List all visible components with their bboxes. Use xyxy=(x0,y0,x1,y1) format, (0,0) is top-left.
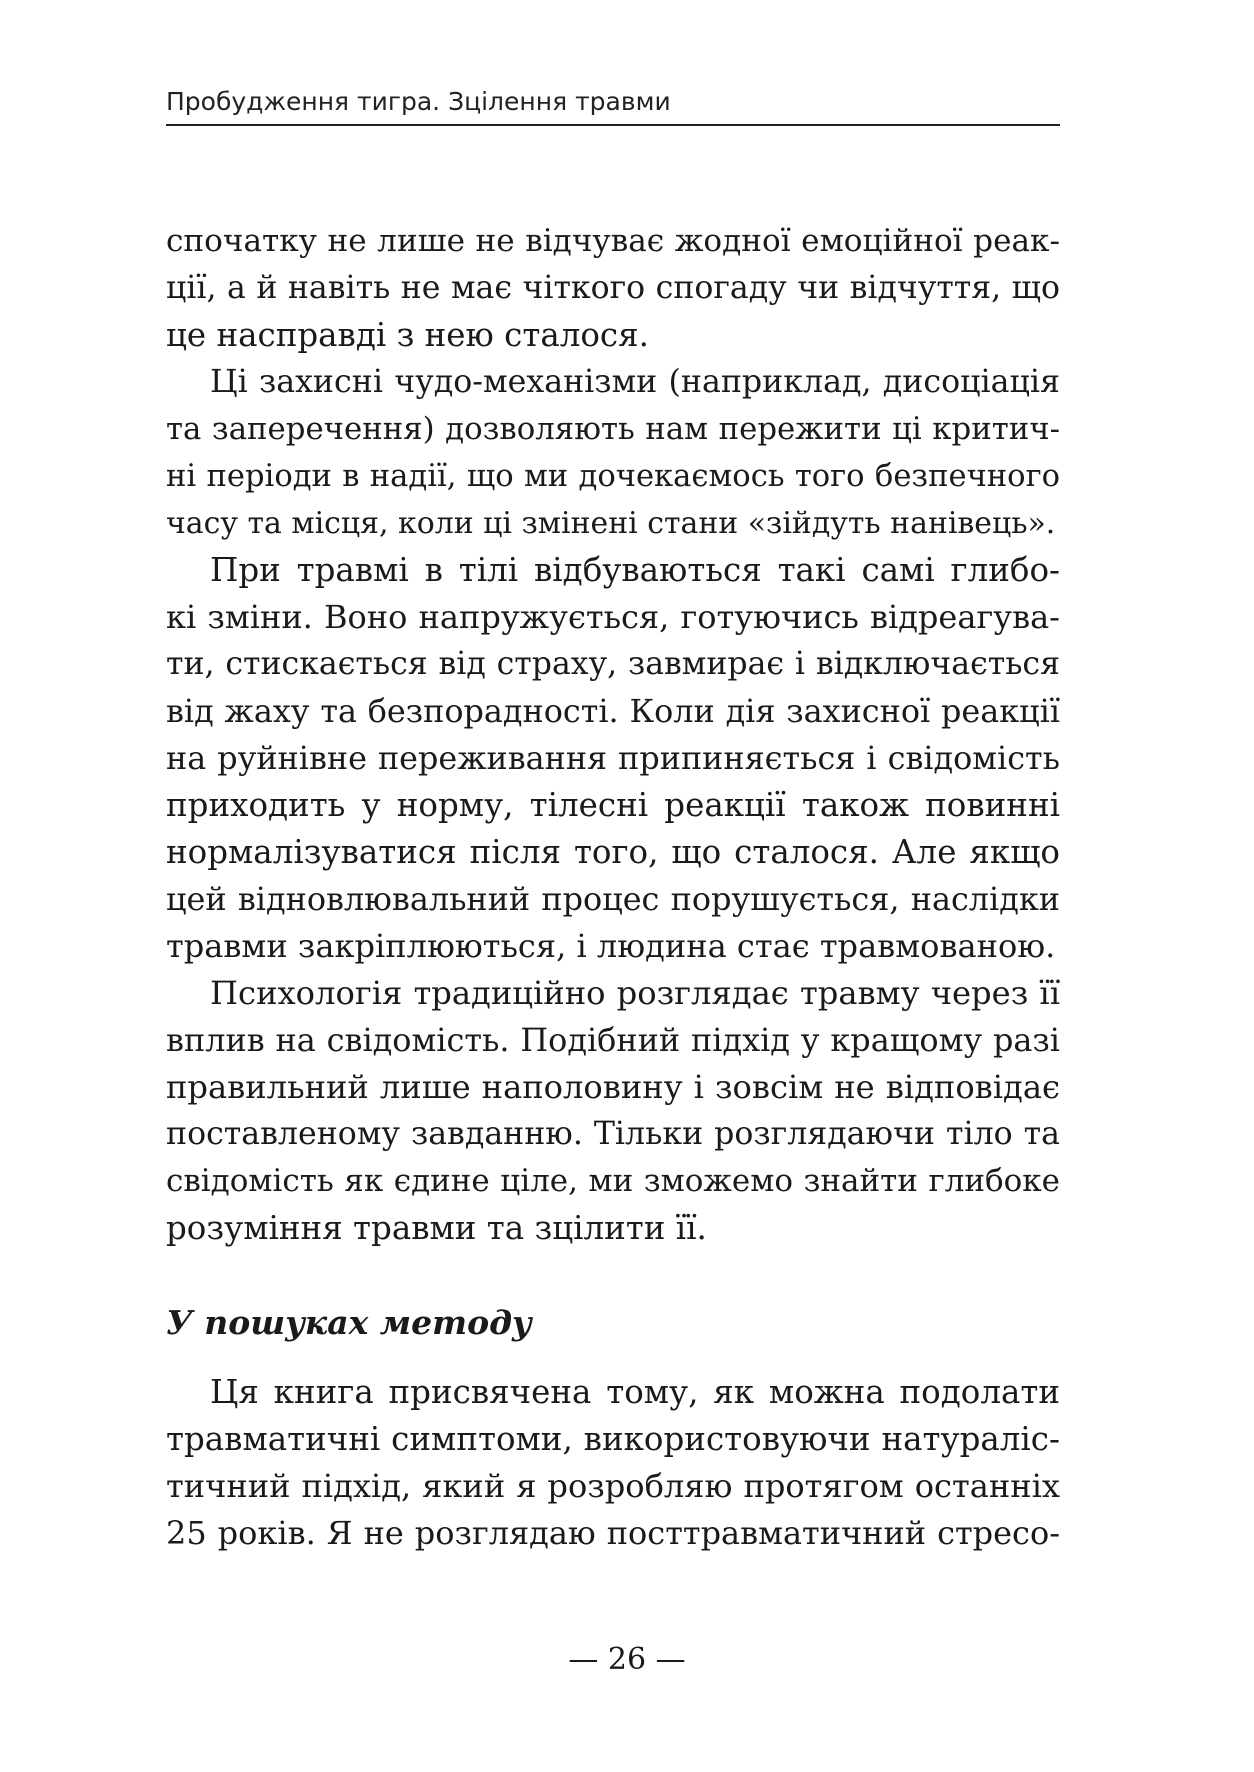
text-line: це насправді з нею сталося. xyxy=(166,316,649,354)
text-line: тичний підхід, який я розробляю протягом останніх xyxy=(166,1467,1060,1505)
text-line: ції, а й навіть не має чіткого спогаду чи відчуття, що xyxy=(166,270,1060,306)
text-line: кі зміни. Воно напружується, готуючись відреагува- xyxy=(166,598,1060,636)
text-line: ти, стискається від страху, завмирає і відключається xyxy=(166,646,1060,682)
text-line: свідомість як єдине ціле, ми зможемо знайти глибоке xyxy=(166,1163,1060,1199)
section-body-text xyxy=(166,1369,1060,1557)
text-line: часу та місця, коли ці змінені стани «зійдуть нанівець». xyxy=(166,506,1056,541)
text-line: та заперечення) дозволяють нам пережити ці критич- xyxy=(166,411,1060,447)
text-line: правильний лише наполовину і зовсім не відповідає xyxy=(166,1068,1060,1106)
text-line: ні періоди в надії, що ми дочекаємось того безпечного xyxy=(166,459,1060,494)
text-line: приходить у норму, тілесні реакції також повинні xyxy=(166,786,1060,824)
text-line: При травмі в тілі відбуваються такі самі глибо- xyxy=(210,551,1060,589)
section-heading: У пошуках методу xyxy=(166,1303,532,1342)
text-line: нормалізуватися після того, що сталося. Але якщо xyxy=(166,833,1060,871)
body-text xyxy=(166,218,1060,1252)
text-line: 25 років. Я не розглядаю посттравматичний стресо- xyxy=(166,1514,1060,1552)
text-line: вплив на свідомість. Подібний підхід у кращому разі xyxy=(166,1021,1060,1059)
text-line: від жаху та безпорадності. Коли дія захисної реакції xyxy=(166,692,1060,730)
page-number: — 26 — xyxy=(568,1642,686,1677)
text-line: Ці захисні чудо-механізми (наприклад, дисоціація xyxy=(210,364,1060,400)
text-line: травми закріплюються, і людина стає травмованою. xyxy=(166,927,1056,965)
text-line: травматичні симптоми, використовуючи натураліс- xyxy=(166,1420,1060,1458)
text-line: на руйнівне переживання припиняється і свідомість xyxy=(166,739,1060,777)
text-line: Психологія традиційно розглядає травму через її xyxy=(210,974,1060,1012)
text-line: Ця книга присвячена тому, як можна подолати xyxy=(210,1373,1060,1411)
header-rule xyxy=(166,124,1060,126)
text-line: цей відновлювальний процес порушується, наслідки xyxy=(166,880,1060,918)
running-head-title: Пробудження тигра. Зцілення травми xyxy=(166,87,671,116)
text-line: спочатку не лише не відчуває жодної емоційної реак- xyxy=(166,223,1060,259)
text-line: поставленому завданню. Тільки розглядаючи тіло та xyxy=(166,1116,1060,1152)
text-line: розуміння травми та зцілити її. xyxy=(166,1209,707,1247)
